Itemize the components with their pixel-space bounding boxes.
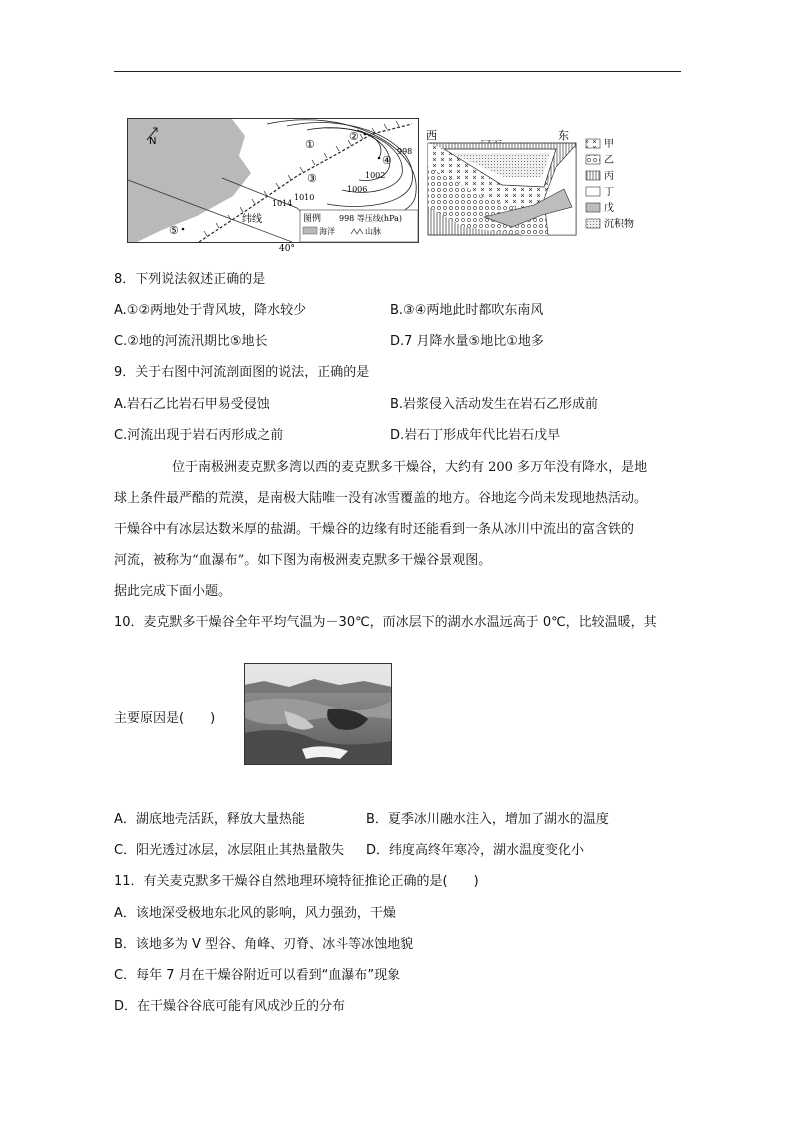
- north-label: N: [149, 136, 157, 147]
- q8-option-a: A.①②两地处于背风坡，降水较少: [114, 303, 307, 318]
- east-label: 东: [558, 129, 569, 142]
- passage-line-3: 干燥谷中有冰层达数米厚的盐湖。干燥谷的边缘有时还能看到一条从冰川中流出的富含铁的: [114, 522, 635, 537]
- legend-jia: 甲: [604, 139, 614, 150]
- legend-bing: 丙: [604, 171, 614, 182]
- passage-line-2: 球上条件最严酷的荒漠，是南极大陆唯一没有冰雪覆盖的地方。谷地迄今尚未发现地热活动。: [114, 491, 648, 506]
- point-1: ①: [305, 138, 315, 151]
- legend-mountain: 山脉: [365, 227, 381, 236]
- point-2: ②: [349, 130, 359, 143]
- legend-ocean: 海洋: [319, 227, 335, 236]
- passage-line-4: 河流，被称为“血瀑布”。如下图为南极洲麦克默多干燥谷景观图。: [114, 553, 492, 568]
- q10-option-d: D．纬度高终年寒冷，湖水温度变化小: [366, 843, 585, 858]
- point-3: ③: [307, 172, 317, 185]
- point-4: ④: [382, 154, 392, 167]
- river-section-figure: [424, 127, 664, 239]
- dry-valley-photo: [244, 663, 392, 765]
- legend-title: 图例: [303, 214, 322, 224]
- west-label: 西: [426, 129, 437, 142]
- section-body: [428, 143, 576, 235]
- q10-stem-line-2: 主要原因是( ): [114, 711, 216, 726]
- q11-option-b: B．该地多为 V 型谷、角峰、刃脊、冰斗等冰蚀地貌: [114, 937, 414, 952]
- instruction: 据此完成下面小题。: [114, 584, 232, 599]
- legend-sediment: 沉积物: [604, 219, 634, 230]
- point-5: ⑤: [169, 224, 179, 237]
- header-rule: [114, 71, 681, 72]
- q9-option-b: B.岩浆侵入活动发生在岩石乙形成前: [390, 397, 599, 412]
- q10-option-a: A．湖底地壳活跃，释放大量热能: [114, 812, 305, 827]
- section-legend: [586, 138, 634, 230]
- q11-option-d: D．在干燥谷谷底可能有风成沙丘的分布: [114, 999, 346, 1014]
- q8-option-c: C.②地的河流汛期比⑤地长: [114, 334, 268, 349]
- latitude-value: 40°: [279, 244, 295, 254]
- q8-stem: 8．下列说法叙述正确的是: [114, 272, 266, 287]
- q8-option-b: B.③④两地此时都吹东南风: [390, 303, 544, 318]
- isobar-1006: 1006: [347, 185, 368, 194]
- q9-option-c: C.河流出现于岩石丙形成之前: [114, 428, 284, 443]
- legend-ding: 丁: [604, 187, 614, 198]
- q11-option-a: A．该地深受极地东北风的影响，风力强劲，干燥: [114, 906, 396, 921]
- isobar-998: 998: [397, 147, 413, 156]
- legend-isobar: 998 等压线(hPa): [339, 214, 402, 223]
- legend-yi: 乙: [604, 155, 614, 166]
- isobar-1002: 1002: [365, 171, 386, 180]
- q10-option-c: C．阳光透过冰层，冰层阻止其热量散失: [114, 843, 345, 858]
- q11-stem: 11．有关麦克默多干燥谷自然地理环境特征推论正确的是( ): [114, 874, 479, 889]
- passage-line-1: 位于南极洲麦克默多湾以西的麦克默多干燥谷，大约有 200 多万年没有降水，是地: [172, 460, 648, 475]
- q10-option-b: B．夏季冰川融水注入，增加了湖水的温度: [366, 812, 609, 827]
- q9-stem: 9．关于右图中河流剖面图的说法，正确的是: [114, 365, 370, 380]
- q9-option-a: A.岩石乙比岩石甲易受侵蚀: [114, 397, 270, 412]
- latitude-word: 纬线: [242, 214, 262, 225]
- isobar-1010: 1010: [294, 193, 315, 202]
- q10-stem-line-1: 10．麦克默多干燥谷全年平均气温为－30℃，而冰层下的湖水水温远高于 0℃，比较温暖，其: [114, 615, 657, 630]
- isobar-map-figure: [127, 118, 419, 254]
- q9-option-d: D.岩石丁形成年代比岩石戊早: [390, 428, 561, 443]
- q8-option-d: D.7 月降水量⑤地比①地多: [390, 334, 544, 349]
- legend-wu: 戊: [604, 203, 614, 214]
- q11-option-c: C．每年 7 月在干燥谷附近可以看到“血瀑布”现象: [114, 968, 401, 983]
- isobar-1014: 1014: [272, 199, 293, 208]
